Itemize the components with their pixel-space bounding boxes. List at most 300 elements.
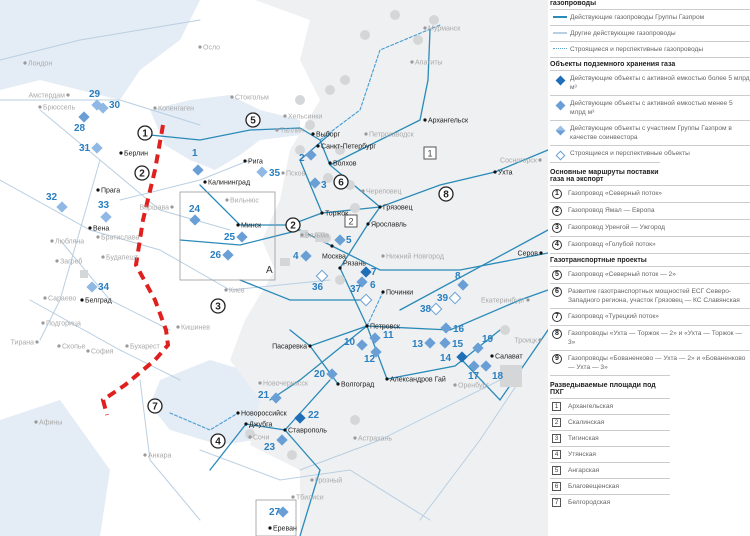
- legend-export_routes-item: [550, 202, 750, 219]
- city-dot-icon: [125, 344, 128, 347]
- square-number-icon: 2: [552, 418, 561, 427]
- legend-label: Белгородская: [568, 499, 611, 506]
- city-36: [101, 255, 139, 262]
- city-label: Мурманск: [428, 25, 461, 33]
- city-label: Ухта: [498, 169, 513, 177]
- city-dot-icon: [310, 478, 313, 481]
- city-label: Сочи: [253, 434, 270, 442]
- legend-pxg-item: [550, 462, 670, 478]
- city-label: Анкара: [148, 452, 172, 460]
- legend-projects-item: [550, 283, 750, 308]
- legend-label: Газопроводы «Бованенково — Ухта — 2» и «Бованенково — Ухта — 3»: [568, 355, 746, 371]
- route-marker-6: [334, 175, 348, 189]
- route-marker-2: [135, 166, 149, 180]
- storage-site-number: 27: [269, 507, 281, 518]
- city-label: София: [91, 348, 114, 356]
- legend-storage-coinvest: Действующие объекты с участием Группы Газпром в качестве соинвестора: [550, 120, 750, 145]
- city-10: [423, 118, 469, 125]
- city-32: [225, 198, 259, 205]
- city-dot-icon: [38, 105, 41, 108]
- city-29: [119, 151, 148, 158]
- city-62: [272, 344, 312, 351]
- legend-pxg-item: [550, 446, 670, 462]
- city-25: [500, 158, 542, 165]
- storage-site-number: 4: [293, 251, 299, 262]
- legend-label: Газопроводы «Ухта — Торжок — 2» и «Ухта — Торжок — 3»: [568, 330, 742, 346]
- city-50: [236, 410, 287, 418]
- city-66: [481, 297, 530, 305]
- city-dot-icon: [336, 382, 339, 385]
- city-dot-icon: [300, 233, 303, 236]
- city-label: Оренбург: [458, 382, 489, 390]
- pxg-marker-1: [424, 147, 436, 159]
- city-label: Ереван: [273, 525, 297, 533]
- city-65: [490, 354, 523, 361]
- storage-site-number: 3: [321, 180, 327, 191]
- city-label: Кишинев: [181, 324, 210, 332]
- city-58: [291, 494, 323, 502]
- city-dot-icon: [526, 298, 529, 301]
- city-label: Таллин: [280, 127, 304, 135]
- city-label: Тбилиси: [296, 494, 324, 502]
- legend-storage-big: Действующие объекты с активной емкостью более 5 млрд м³: [550, 70, 750, 95]
- legend-label: Архангельская: [568, 403, 614, 410]
- city-13: [364, 132, 414, 139]
- city-18: [366, 222, 407, 229]
- route-marker-number: 2: [139, 168, 145, 180]
- city-dot-icon: [244, 422, 247, 425]
- city-label: Берлин: [124, 150, 149, 158]
- city-8: [423, 26, 461, 33]
- square-number-icon: 3: [552, 434, 561, 443]
- city-label: Сараево: [48, 295, 77, 303]
- city-label: Рязань: [343, 260, 366, 268]
- square-number-icon: 1: [552, 402, 561, 411]
- storage-site-number: 31: [79, 143, 91, 154]
- storage-site-number: 32: [46, 192, 58, 203]
- storage-site-number: 37: [350, 284, 362, 295]
- city-38: [55, 258, 82, 266]
- city-label: Вильнюс: [230, 197, 259, 205]
- city-dot-icon: [538, 338, 541, 341]
- city-dot-icon: [281, 171, 284, 174]
- city-dot-icon: [361, 189, 364, 192]
- city-41: [80, 298, 111, 305]
- city-16: [361, 189, 401, 196]
- city-dot-icon: [23, 61, 26, 64]
- city-dot-icon: [364, 132, 367, 135]
- city-3: [38, 105, 75, 112]
- legend-label: Газопровод «Северный поток — 2»: [568, 271, 676, 278]
- city-dot-icon: [57, 344, 60, 347]
- city-label: Выборг: [316, 131, 341, 139]
- city-dot-icon: [381, 290, 384, 293]
- city-label: Санкт-Петербург: [321, 143, 376, 151]
- city-label: Новороссийск: [241, 410, 287, 418]
- storage-site-number: 14: [440, 353, 452, 364]
- legend-pxg-item: [550, 478, 670, 494]
- city-label: Салават: [495, 353, 523, 361]
- city-46: [57, 344, 85, 351]
- area-label: А: [266, 265, 273, 276]
- storage-site-number: 30: [109, 100, 121, 111]
- legend-pxg-header: Разведываемые площади под ПХГ: [550, 375, 670, 398]
- city-dot-icon: [308, 344, 311, 347]
- city-dot-icon: [50, 239, 53, 242]
- square-number-icon: 5: [552, 466, 561, 475]
- pxg-marker-number: 1: [427, 148, 433, 159]
- storage-site-number: 17: [468, 371, 480, 382]
- city-label: Брюссель: [43, 104, 76, 112]
- city-label: Варшава: [139, 204, 169, 212]
- city-dot-icon: [203, 180, 206, 183]
- city-dot-icon: [493, 170, 496, 173]
- city-17: [378, 205, 412, 212]
- storage-site-number: 2: [299, 153, 305, 164]
- route-marker-number: 6: [338, 177, 344, 189]
- storage-site-number: 34: [98, 282, 110, 293]
- city-dot-icon: [353, 436, 356, 439]
- city-dot-icon: [316, 144, 319, 147]
- legend-storage-header: Объекты подземного хранения газа: [550, 57, 750, 70]
- city-15: [281, 171, 305, 178]
- route-marker-number: 1: [142, 128, 148, 140]
- city-label: Волхов: [333, 160, 357, 168]
- diamond-outline-icon: [555, 151, 565, 161]
- city-label: Псков: [286, 170, 306, 178]
- city-9: [410, 60, 442, 67]
- city-1: [23, 61, 52, 68]
- route-marker-number: 8: [443, 189, 449, 201]
- city-33: [236, 223, 262, 230]
- city-label: Калининград: [208, 179, 251, 187]
- storage-site-number: 33: [98, 200, 110, 211]
- city-label: Волгоград: [341, 381, 375, 389]
- city-label: Апатиты: [415, 59, 443, 67]
- storage-site-number: 12: [364, 354, 376, 365]
- square-number-icon: 4: [552, 450, 561, 459]
- city-dot-icon: [80, 298, 83, 301]
- city-28: [203, 180, 250, 187]
- diamond-icon: [555, 101, 565, 111]
- legend-pxg-item: [550, 414, 670, 430]
- legend-export-header: Основные маршруты поставки газа на экспорт: [550, 162, 660, 185]
- city-dot-icon: [143, 453, 146, 456]
- city-49: [143, 453, 171, 460]
- city-dot-icon: [170, 205, 173, 208]
- city-label: Починки: [386, 289, 414, 297]
- legend-label: Развитие газотранспортных мощностей ЕСГ Северо-Западного региона, участок Грязовец — КС Славянская: [568, 288, 740, 304]
- city-label: Ставрополь: [288, 427, 327, 435]
- city-40: [43, 296, 76, 303]
- city-label: Киев: [229, 287, 245, 295]
- storage-site-number: 18: [492, 371, 504, 382]
- storage-site-number: 23: [264, 442, 276, 453]
- route-marker-5: [246, 113, 260, 127]
- city-dot-icon: [236, 411, 239, 414]
- city-dot-icon: [365, 324, 368, 327]
- city-label: Минск: [241, 222, 262, 230]
- city-label: Новочеркасск: [263, 380, 308, 388]
- city-label: Астрахань: [358, 435, 392, 443]
- city-dot-icon: [35, 340, 38, 343]
- route-marker-8: [439, 187, 453, 201]
- storage-site-number: 8: [455, 271, 461, 282]
- storage-site-number: 15: [452, 339, 464, 350]
- route-marker-number: 7: [152, 401, 158, 413]
- diamond-icon: [555, 76, 565, 86]
- circled-number-icon: 1: [552, 189, 562, 199]
- city-4: [153, 106, 194, 113]
- circled-number-icon: 8: [552, 329, 562, 339]
- route-marker-number: 4: [215, 436, 221, 448]
- city-dot-icon: [43, 296, 46, 299]
- city-19: [320, 211, 349, 218]
- diamond-icon: [555, 126, 565, 136]
- storage-site-number: 24: [189, 204, 201, 215]
- city-label: Копенгаген: [158, 105, 194, 113]
- circled-number-icon: 7: [552, 312, 562, 322]
- city-56: [353, 436, 392, 443]
- legend-label: Газопровод «Голубой поток»: [568, 241, 656, 248]
- storage-site-number: 38: [420, 304, 432, 315]
- legend-pxg-item: [550, 430, 670, 446]
- city-label: Грозный: [315, 477, 343, 485]
- legend-projects-item: [550, 308, 750, 325]
- legend-projects-item: [550, 266, 750, 283]
- city-label: Пасаревка: [272, 343, 307, 351]
- city-35: [96, 235, 139, 242]
- city-label: Лондон: [28, 60, 53, 68]
- city-label: Череповец: [366, 188, 402, 196]
- city-label: Грязовец: [383, 204, 413, 212]
- city-11: [311, 131, 340, 139]
- city-label: Хельсинки: [288, 113, 323, 121]
- city-label: Белград: [85, 297, 112, 305]
- city-12: [316, 143, 376, 151]
- city-dot-icon: [366, 222, 369, 225]
- city-dot-icon: [311, 132, 314, 135]
- legend-pxg-item: [550, 398, 670, 414]
- storage-site-number: 13: [412, 339, 424, 350]
- legend-label: Благовещенская: [568, 483, 620, 490]
- legend-label: Тигинская: [568, 435, 599, 442]
- legend-pxg-item: [550, 494, 670, 510]
- circled-number-icon: 2: [552, 206, 562, 216]
- city-dot-icon: [101, 255, 104, 258]
- legend-projects-header: Газотранспортные проекты: [550, 253, 750, 266]
- legend-export_routes-item: [550, 236, 750, 253]
- city-dot-icon: [153, 106, 156, 109]
- city-dot-icon: [236, 223, 239, 226]
- legend-planned-pipelines: Строящиеся и перспективные газопроводы: [550, 41, 750, 57]
- city-59: [268, 526, 297, 533]
- city-55: [283, 428, 327, 435]
- city-label: Вена: [93, 225, 110, 233]
- storage-site-number: 35: [269, 168, 281, 179]
- city-dot-icon: [243, 159, 246, 162]
- legend-label: Газопровод Уренгой — Ужгород: [568, 224, 666, 231]
- route-marker-3: [211, 299, 225, 313]
- city-dot-icon: [275, 128, 278, 131]
- city-37: [50, 238, 84, 246]
- city-label: Вязьма: [305, 232, 329, 240]
- legend-projects-item: [550, 350, 750, 375]
- storage-site-number: 7: [371, 267, 377, 278]
- circled-number-icon: 4: [552, 240, 562, 250]
- city-label: Подгорица: [46, 320, 81, 328]
- city-dot-icon: [423, 26, 426, 29]
- storage-site-number: 39: [437, 293, 449, 304]
- city-label: Бухарест: [130, 343, 160, 351]
- city-dot-icon: [385, 377, 388, 380]
- city-dot-icon: [248, 435, 251, 438]
- city-label: Осло: [203, 44, 221, 52]
- city-dot-icon: [320, 211, 323, 214]
- legend-storage-small: Действующие объекты с активной емкостью менее 5 млрд м³: [550, 95, 750, 120]
- city-dot-icon: [538, 158, 541, 161]
- storage-site-number: 21: [258, 390, 270, 401]
- city-label: Ярославль: [371, 221, 407, 229]
- legend-other-pipelines: Другие действующие газопроводы: [550, 25, 750, 41]
- route-marker-1: [138, 126, 152, 140]
- city-label: Будапешт: [106, 254, 139, 262]
- storage-site-number: 20: [314, 369, 326, 380]
- city-label: Афины: [39, 419, 63, 427]
- city-dot-icon: [378, 205, 381, 208]
- city-label: Стокгольм: [235, 94, 269, 102]
- city-label: Торжок: [325, 210, 349, 218]
- city-dot-icon: [328, 161, 331, 164]
- legend-label: Газопровод «Турецкий поток»: [568, 313, 659, 320]
- city-label: Сосногорск: [500, 157, 537, 165]
- legend: [548, 0, 750, 536]
- city-label: Братислава: [101, 234, 140, 242]
- city-dot-icon: [96, 188, 99, 191]
- city-63: [385, 376, 445, 384]
- city-dot-icon: [423, 118, 426, 121]
- city-label: Петровск: [370, 323, 400, 331]
- city-42: [41, 321, 81, 328]
- city-label: Троицк: [514, 337, 537, 345]
- city-label: Скопье: [62, 343, 86, 351]
- city-dot-icon: [283, 114, 286, 117]
- square-number-icon: 7: [552, 498, 561, 507]
- city-dot-icon: [330, 244, 333, 247]
- city-6: [275, 128, 304, 135]
- city-54: [336, 382, 374, 389]
- city-label: Любляна: [55, 238, 85, 246]
- storage-site-number: 22: [308, 410, 320, 421]
- city-dot-icon: [119, 151, 122, 154]
- storage-site-number: 10: [344, 337, 356, 348]
- city-31: [140, 205, 174, 212]
- legend-label: Утянская: [568, 451, 596, 458]
- circled-number-icon: 9: [552, 354, 562, 364]
- legend-label: Газопровод Ямал — Европа: [568, 207, 655, 214]
- city-dot-icon: [225, 198, 228, 201]
- route-marker-7: [148, 399, 162, 413]
- city-20: [300, 233, 329, 240]
- legend-gazprom-pipelines: Действующие газопроводы Группы Газпром: [550, 9, 750, 25]
- city-dot-icon: [490, 354, 493, 357]
- city-dot-icon: [410, 60, 413, 63]
- city-57: [310, 477, 342, 485]
- city-7: [283, 114, 322, 121]
- storage-site-number: 19: [482, 334, 494, 345]
- city-dot-icon: [198, 45, 201, 48]
- city-51: [244, 421, 272, 429]
- route-marker-2: [286, 218, 300, 232]
- route-marker-4: [211, 434, 225, 448]
- city-label: Прага: [101, 187, 121, 195]
- city-dot-icon: [41, 321, 44, 324]
- city-label: Рига: [248, 158, 263, 166]
- city-48: [34, 420, 62, 427]
- city-label: Тирана: [10, 339, 34, 347]
- city-dot-icon: [55, 259, 58, 262]
- city-dot-icon: [88, 226, 91, 229]
- city-dot-icon: [66, 93, 69, 96]
- legend-projects-item: [550, 325, 750, 350]
- city-dot-icon: [453, 383, 456, 386]
- city-label: Джубга: [249, 421, 273, 429]
- legend-export_routes-item: [550, 219, 750, 236]
- city-dot-icon: [230, 95, 233, 98]
- storage-site-number: 11: [383, 330, 394, 341]
- city-53: [258, 381, 308, 388]
- storage-site-number: 28: [74, 123, 86, 134]
- city-label: Нижний Новгород: [386, 253, 444, 261]
- city-label: Екатеринбург: [480, 297, 525, 305]
- city-dot-icon: [96, 235, 99, 238]
- storage-site-number: 6: [370, 280, 376, 291]
- storage-site-number: 26: [210, 250, 222, 261]
- city-60: [365, 324, 400, 331]
- city-dot-icon: [224, 288, 227, 291]
- city-dot-icon: [539, 251, 542, 254]
- city-dot-icon: [283, 428, 286, 431]
- city-43: [176, 325, 210, 332]
- legend-label: Ангарская: [568, 467, 600, 474]
- storage-site-number: 29: [89, 89, 101, 100]
- city-47: [86, 349, 113, 356]
- pxg-marker-number: 2: [348, 216, 354, 227]
- legend-label: Скалинская: [568, 419, 605, 426]
- storage-site-number: 36: [312, 282, 324, 293]
- city-2: [28, 93, 69, 100]
- route-marker-number: 5: [250, 115, 256, 127]
- city-dot-icon: [176, 325, 179, 328]
- storage-site-number: 1: [192, 148, 198, 159]
- city-label: Загреб: [60, 258, 83, 266]
- storage-site-number: 5: [346, 235, 352, 246]
- circled-number-icon: 5: [552, 270, 562, 280]
- city-label: Александров Гай: [390, 376, 446, 384]
- city-dot-icon: [291, 495, 294, 498]
- legend-export_routes-item: [550, 185, 750, 202]
- city-22: [381, 253, 444, 261]
- city-14: [328, 161, 356, 168]
- route-marker-number: 2: [290, 220, 296, 232]
- city-label: Архангельск: [428, 117, 469, 125]
- legend-label: Газопровод «Северный поток»: [568, 190, 662, 197]
- city-label: Амстердам: [28, 92, 65, 100]
- square-number-icon: 6: [552, 482, 561, 491]
- legend-pipelines-header: газопроводы: [550, 0, 597, 7]
- city-dot-icon: [34, 420, 37, 423]
- city-label: Москва: [322, 253, 346, 261]
